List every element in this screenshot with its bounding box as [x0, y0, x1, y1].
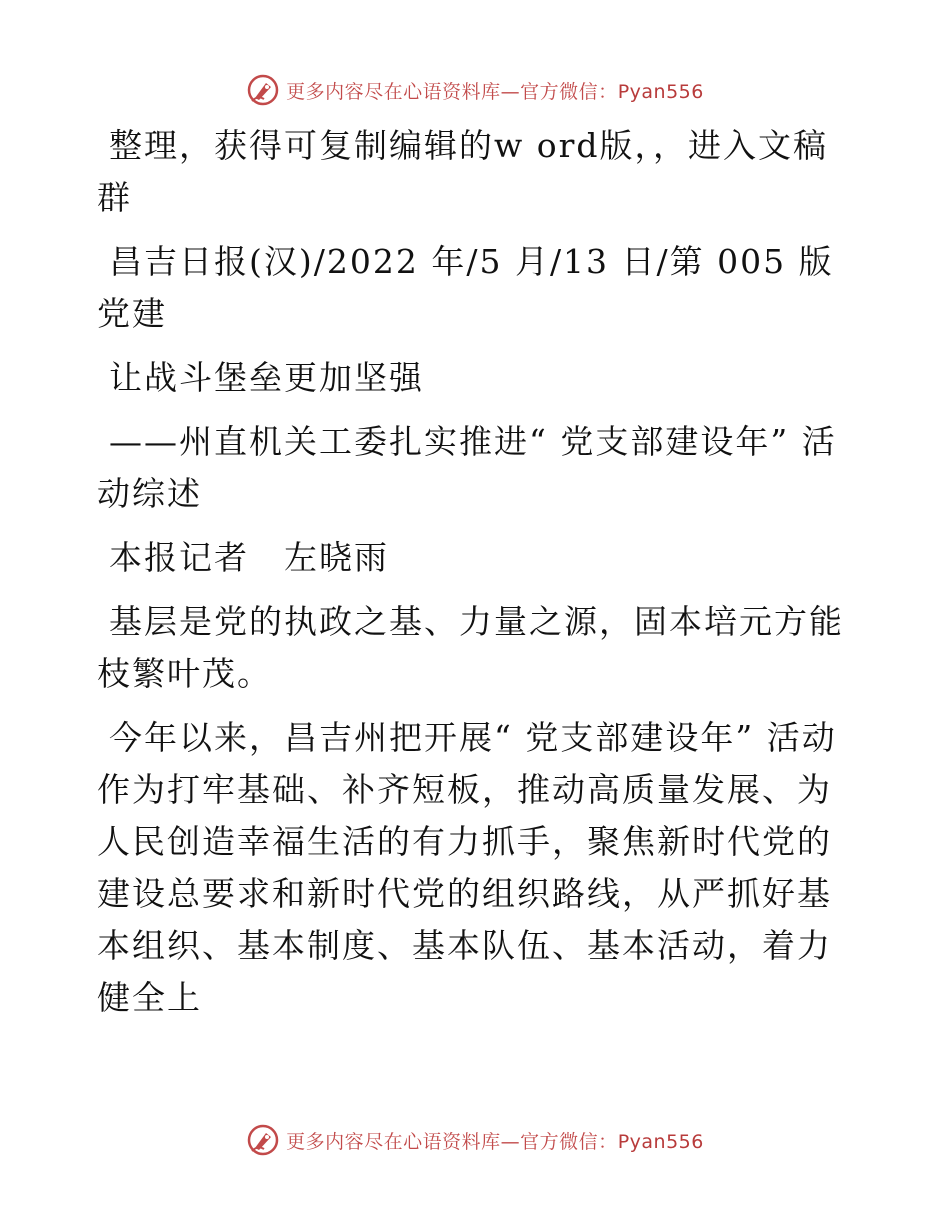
watermark-text — [286, 77, 704, 104]
article-subtitle: ——州直机关工委扎实推进“ 党支部建设年” 活动综述 — [97, 422, 837, 513]
paragraph-body: 今年以来，昌吉州把开展“ 党支部建设年” 活动作为打牢基础、补齐短板，推动高质量发展、为人民创造幸福生活的有力抓手，聚焦新时代党的建设总要求和新时代党的组织路线，从严抓好基本组织、基本制度、基本队伍、基本活动，着力健全上 — [97, 718, 837, 1017]
pen-nib-logo-icon — [246, 73, 280, 107]
watermark-separator: — — [500, 1130, 521, 1153]
watermark-wechat-label: 官方微信： — [520, 80, 618, 103]
watermark-slogan: 更多内容尽在心语资料库 — [286, 1130, 501, 1153]
document-body — [97, 120, 857, 1036]
paragraph-notice: 整理，获得可复制编辑的w ord版，，进入文稿群 — [97, 126, 829, 217]
pen-nib-logo-icon — [246, 1123, 280, 1157]
header-watermark-banner — [0, 70, 950, 110]
watermark-wechat-id: Pyan556 — [617, 80, 704, 103]
watermark-wechat-id: Pyan556 — [617, 1130, 704, 1153]
paragraph-intro: 基层是党的执政之基、力量之源，固本培元方能枝繁叶茂。 — [97, 602, 844, 693]
watermark-slogan: 更多内容尽在心语资料库 — [286, 80, 501, 103]
paragraph-source-line: 昌吉日报(汉)/2022 年/5 月/13 日/第 005 版党建 — [97, 242, 834, 333]
watermark-separator: — — [500, 80, 521, 103]
footer-watermark-banner — [0, 1120, 950, 1160]
watermark-text — [286, 1127, 704, 1154]
article-title: 让战斗堡垒更加坚强 — [109, 358, 424, 397]
watermark-wechat-label: 官方微信： — [520, 1130, 618, 1153]
article-byline: 本报记者 左晓雨 — [109, 538, 389, 577]
